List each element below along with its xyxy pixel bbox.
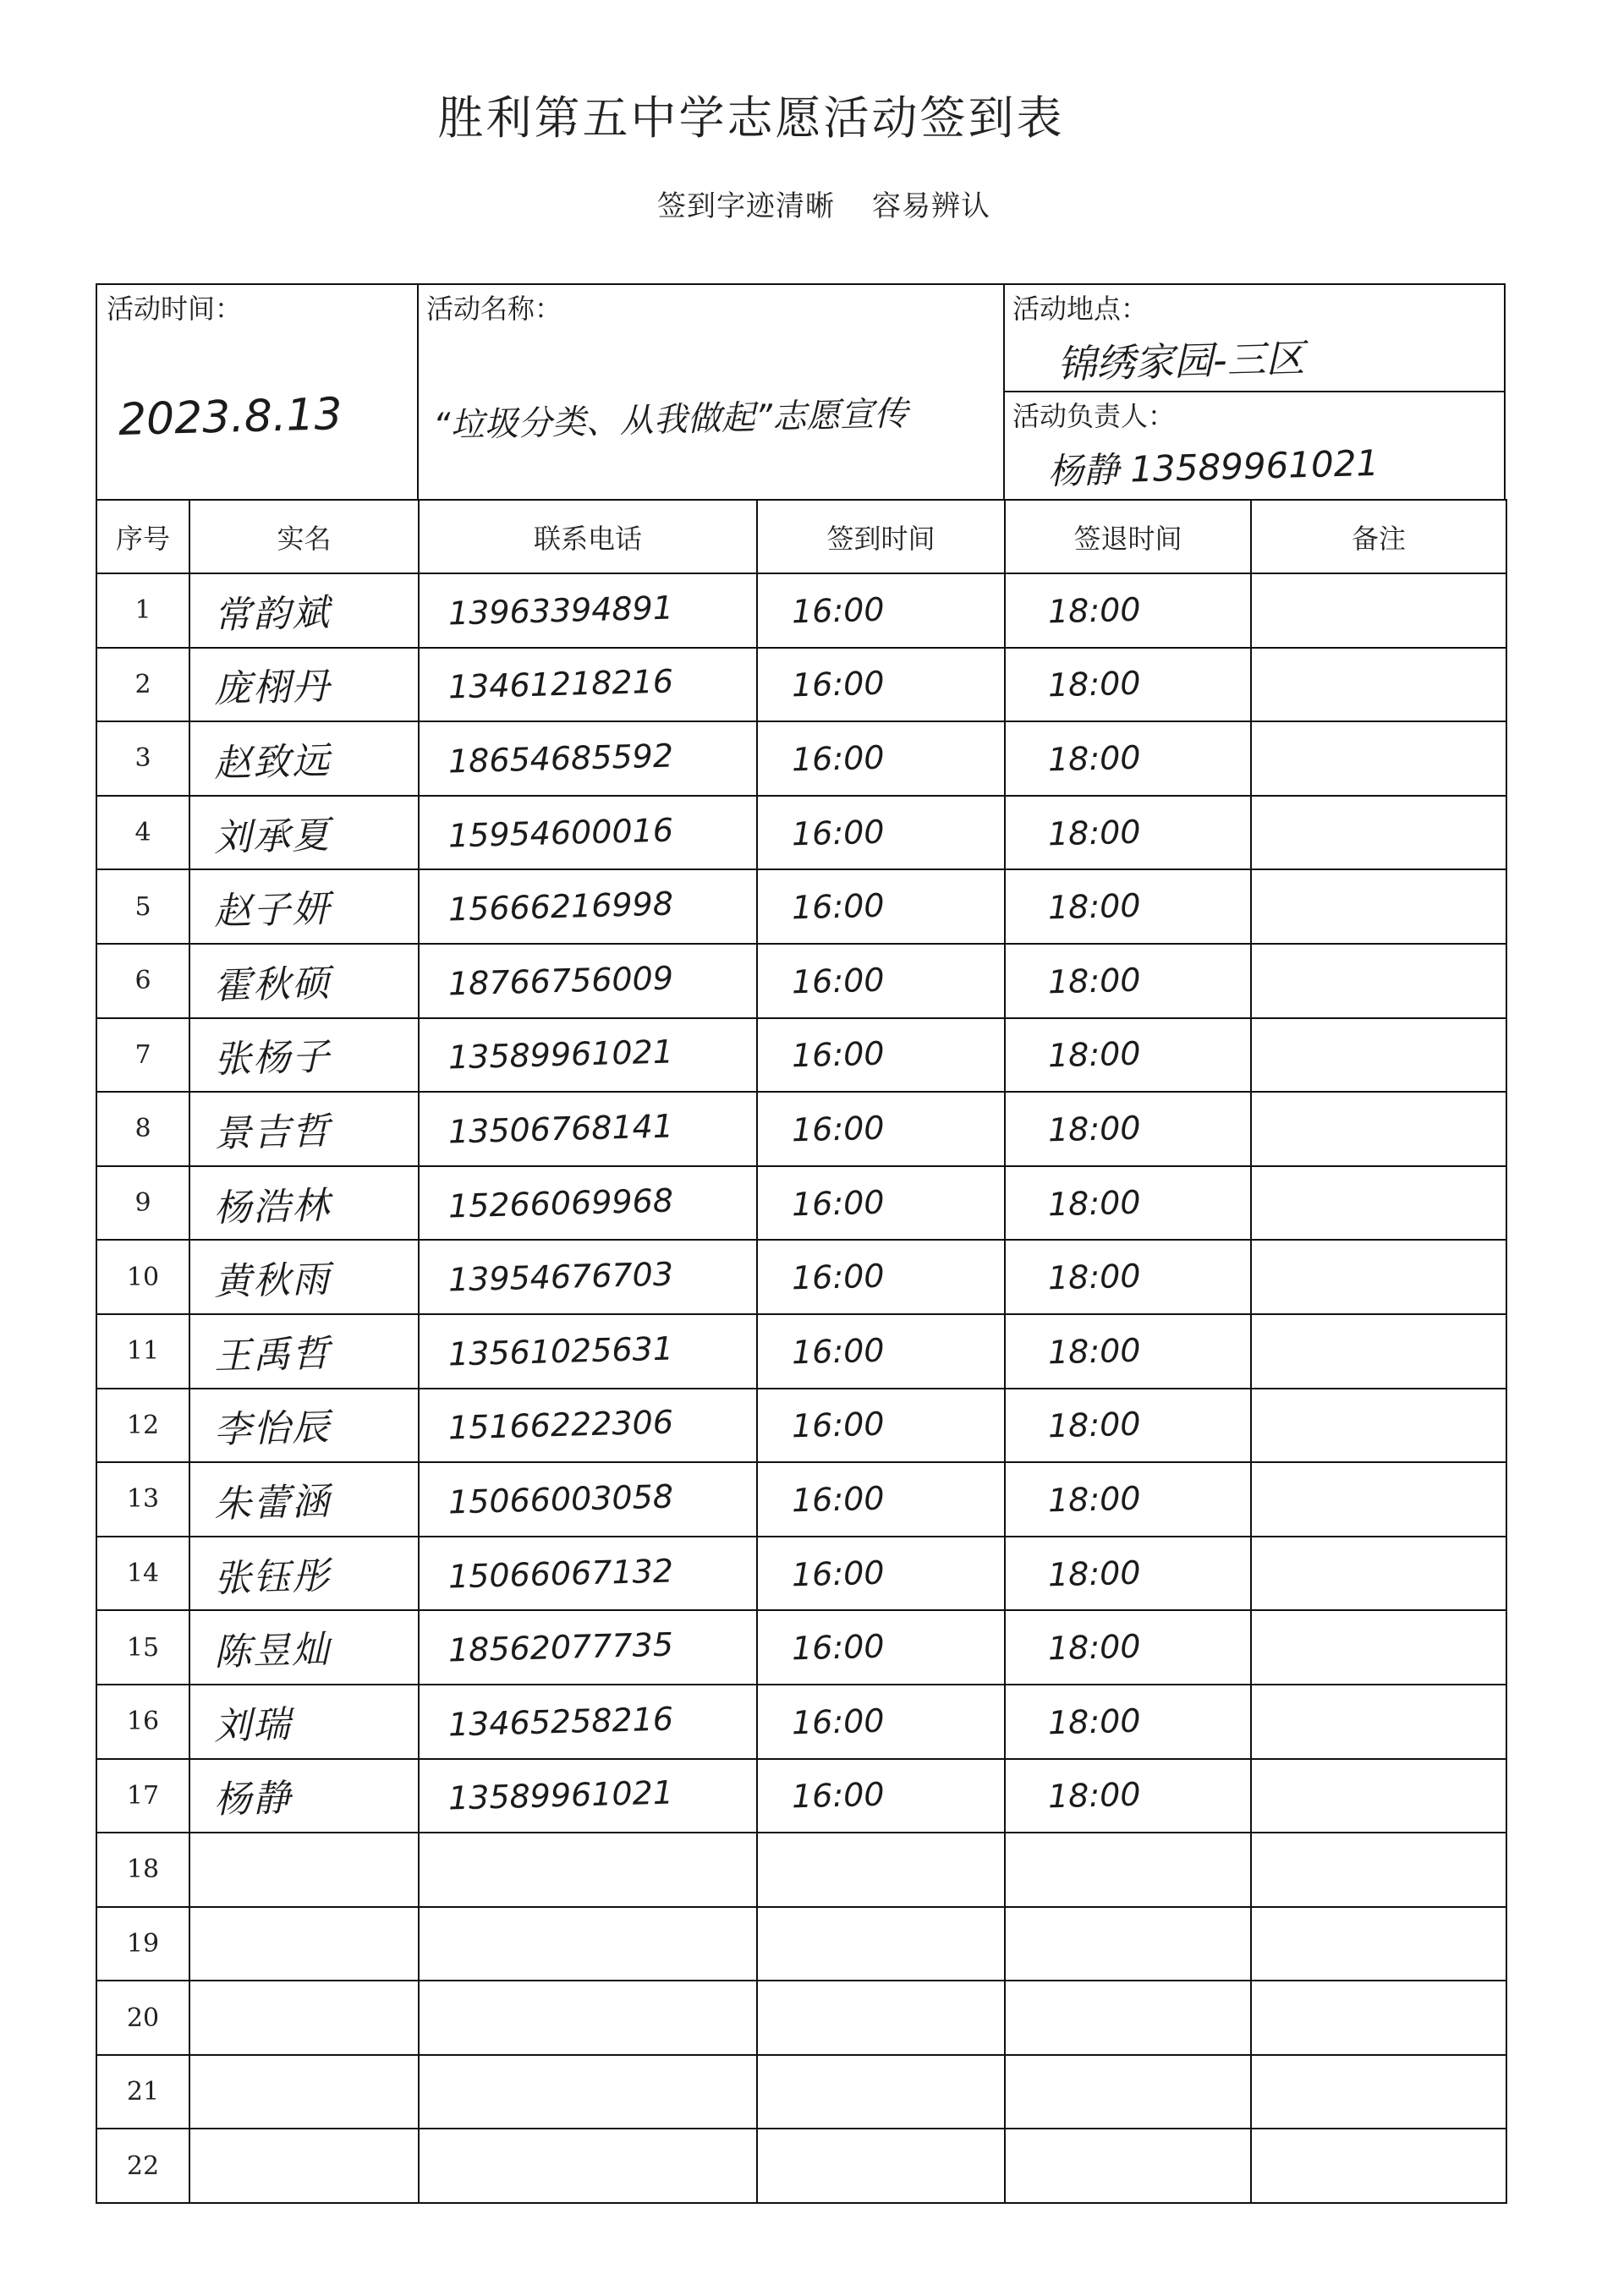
sign-out-time-cell: [1005, 1462, 1251, 1537]
subtitle-left: 签到字迹清晰: [657, 189, 835, 223]
signer-phone: 13461218216: [447, 662, 674, 706]
table-row: [96, 573, 1506, 648]
signer-name: 刘承夏: [213, 813, 332, 860]
signer-name: 常韵斌: [213, 590, 332, 638]
remark-cell: [1251, 721, 1506, 796]
signer-name-cell: [189, 2129, 419, 2203]
sign-in-time-cell: [757, 2129, 1005, 2203]
table-row: [96, 1981, 1506, 2055]
row-number: 9: [134, 1188, 151, 1219]
signer-phone-cell: [419, 2129, 757, 2203]
signer-name-cell: [189, 1240, 419, 1314]
signer-phone-cell: [419, 869, 757, 944]
signer-phone: 13465258216: [447, 1700, 674, 1744]
header-sign-in-time: 签到时间: [757, 500, 1005, 573]
sign-in-time-cell: [757, 648, 1005, 722]
activity-time-field: [118, 391, 343, 450]
row-number-cell: [96, 869, 189, 944]
sign-in-time-cell: [757, 2055, 1005, 2129]
signer-phone-cell: [419, 1166, 757, 1241]
row-number: 10: [126, 1262, 160, 1292]
remark-cell: [1251, 1537, 1506, 1611]
remark-cell: [1251, 573, 1506, 648]
info-divider-1: [417, 283, 419, 500]
sign-in-time: 16:00: [791, 886, 886, 927]
row-number-cell: [96, 1833, 189, 1907]
signer-name: 李怡辰: [213, 1406, 332, 1453]
row-number: 14: [126, 1559, 160, 1589]
signer-phone: 13506768141: [447, 1107, 674, 1151]
sign-in-time: 16:00: [791, 1701, 886, 1742]
remark-cell: [1251, 1759, 1506, 1833]
table-row: [96, 1314, 1506, 1389]
signer-name-cell: [189, 1981, 419, 2055]
table-row: [96, 1833, 1506, 1907]
signer-phone-cell: [419, 1240, 757, 1314]
signer-phone-cell: [419, 2055, 757, 2129]
row-number-cell: [96, 796, 189, 870]
signer-phone: 15166222306: [447, 1403, 674, 1447]
row-number: 6: [134, 966, 151, 996]
row-number-cell: [96, 1462, 189, 1537]
sign-out-time: 18:00: [1047, 1553, 1142, 1593]
row-number-cell: [96, 648, 189, 722]
signer-name: 朱蕾涵: [213, 1480, 332, 1526]
row-number-cell: [96, 1685, 189, 1759]
sign-out-time: 18:00: [1047, 1257, 1142, 1297]
row-number: 3: [134, 743, 151, 774]
signer-name: 王禹哲: [213, 1331, 332, 1378]
signer-name: 景吉哲: [213, 1110, 332, 1156]
sign-out-time: 18:00: [1047, 1627, 1142, 1668]
table-row: [96, 2055, 1506, 2129]
remark-cell: [1251, 1240, 1506, 1314]
sign-out-time-cell: [1005, 1610, 1251, 1685]
signer-phone-cell: [419, 944, 757, 1018]
signer-name: 陈昱灿: [213, 1628, 332, 1674]
sign-out-time-cell: [1005, 1833, 1251, 1907]
sign-in-time: 16:00: [791, 1553, 886, 1593]
remark-cell: [1251, 648, 1506, 722]
row-number-cell: [96, 573, 189, 648]
row-number: 16: [126, 1707, 160, 1737]
sign-out-time-cell: [1005, 1537, 1251, 1611]
row-number: 15: [126, 1632, 160, 1663]
table-row: [96, 1462, 1506, 1537]
signer-name-cell: [189, 1537, 419, 1611]
activity-leader-label: 活动负责人：: [1012, 400, 1176, 432]
activity-name-value: “垃圾分类、从我做起”志愿宣传: [432, 394, 908, 446]
sign-in-time: 16:00: [791, 1405, 886, 1445]
header-number: 序号: [96, 500, 189, 573]
sign-out-time-cell: [1005, 1759, 1251, 1833]
sign-in-time: 16:00: [791, 1479, 886, 1520]
sign-in-time-cell: [757, 1907, 1005, 1981]
row-number-cell: [96, 721, 189, 796]
signer-phone-cell: [419, 1833, 757, 1907]
info-divider-3: [1004, 391, 1506, 392]
remark-cell: [1251, 1166, 1506, 1241]
row-number: 4: [134, 818, 151, 848]
remark-cell: [1251, 1833, 1506, 1907]
row-number-cell: [96, 1759, 189, 1833]
row-number-cell: [96, 1166, 189, 1241]
row-number-cell: [96, 1981, 189, 2055]
sign-out-time: 18:00: [1047, 1701, 1142, 1742]
sign-out-time: 18:00: [1047, 1183, 1142, 1223]
signer-phone-cell: [419, 1610, 757, 1685]
table-row: [96, 721, 1506, 796]
row-number-cell: [96, 1240, 189, 1314]
row-number: 2: [134, 669, 151, 699]
sign-out-time-cell: [1005, 869, 1251, 944]
sign-out-time-cell: [1005, 1166, 1251, 1241]
table-row: [96, 944, 1506, 1018]
sheet-subtitle: [657, 184, 990, 228]
signer-name-cell: [189, 573, 419, 648]
signer-phone: 15066067132: [447, 1552, 674, 1595]
sign-out-time-cell: [1005, 1018, 1251, 1093]
remark-cell: [1251, 1018, 1506, 1093]
signer-name: 张钰彤: [213, 1553, 332, 1601]
signer-name-cell: [189, 944, 419, 1018]
remark-cell: [1251, 1314, 1506, 1389]
table-row: [96, 1092, 1506, 1166]
sign-out-time: 18:00: [1047, 1775, 1142, 1816]
signer-name-cell: [189, 1759, 419, 1833]
signer-name-cell: [189, 869, 419, 944]
sign-in-time-cell: [757, 869, 1005, 944]
sheet-title: 胜利第五中学志愿活动签到表: [437, 91, 1065, 145]
row-number-cell: [96, 2055, 189, 2129]
sign-out-time: 18:00: [1047, 1034, 1142, 1075]
signer-name-cell: [189, 1389, 419, 1463]
signer-phone-cell: [419, 796, 757, 870]
signer-name-cell: [189, 2055, 419, 2129]
activity-leader-value: 杨静 13589961021: [1047, 441, 1380, 492]
signer-name: 黄秋雨: [213, 1258, 332, 1304]
remark-cell: [1251, 1389, 1506, 1463]
table-row: [96, 869, 1506, 944]
remark-cell: [1251, 1981, 1506, 2055]
table-row: [96, 1018, 1506, 1093]
signer-phone-cell: [419, 1685, 757, 1759]
table-row: [96, 1389, 1506, 1463]
sign-in-time-cell: [757, 573, 1005, 648]
sign-out-time-cell: [1005, 1907, 1251, 1981]
subtitle-right: 容易辨认: [872, 189, 990, 223]
table-row: [96, 1907, 1506, 1981]
sign-in-time: 16:00: [791, 664, 886, 704]
signer-name-cell: [189, 1018, 419, 1093]
signer-phone: 15066003058: [447, 1477, 674, 1521]
sign-out-time: 18:00: [1047, 813, 1142, 853]
sign-out-time: 18:00: [1047, 1405, 1142, 1445]
sign-in-time: 16:00: [791, 813, 886, 853]
sign-out-time-cell: [1005, 944, 1251, 1018]
signer-name: 赵子妍: [213, 887, 332, 934]
signer-name: 霍秋硕: [213, 961, 332, 1008]
signer-phone: 13561025631: [447, 1329, 674, 1373]
signer-phone-cell: [419, 1981, 757, 2055]
remark-cell: [1251, 1092, 1506, 1166]
sign-in-time-cell: [757, 1610, 1005, 1685]
row-number: 8: [134, 1114, 151, 1144]
sign-out-time: 18:00: [1047, 664, 1142, 704]
header-sign-out-time: 签退时间: [1005, 500, 1251, 573]
signer-phone: 15266069968: [447, 1181, 674, 1225]
row-number: 7: [134, 1039, 151, 1070]
row-number: 20: [126, 2003, 160, 2033]
row-number: 5: [134, 891, 151, 922]
signer-phone-cell: [419, 721, 757, 796]
sign-in-time-cell: [757, 1166, 1005, 1241]
remark-cell: [1251, 1685, 1506, 1759]
remark-cell: [1251, 1462, 1506, 1537]
sign-out-time-cell: [1005, 573, 1251, 648]
sign-in-time: 16:00: [791, 1775, 886, 1816]
sign-in-time-cell: [757, 796, 1005, 870]
signer-name-cell: [189, 1166, 419, 1241]
row-number: 22: [126, 2151, 160, 2181]
sign-out-time-cell: [1005, 1092, 1251, 1166]
signer-name: 杨静: [213, 1777, 293, 1822]
signer-phone: 18654685592: [447, 737, 674, 781]
signer-name: 杨浩林: [213, 1183, 332, 1230]
row-number: 21: [126, 2077, 160, 2107]
sign-in-time-cell: [757, 1389, 1005, 1463]
sign-in-time: 16:00: [791, 1183, 886, 1223]
signer-name: 刘瑞: [213, 1702, 293, 1748]
signer-name: 张杨子: [213, 1035, 332, 1082]
sign-in-time-cell: [757, 1833, 1005, 1907]
sign-in-time: 16:00: [791, 961, 886, 1001]
sign-in-time: 16:00: [791, 1109, 886, 1149]
row-number-cell: [96, 1610, 189, 1685]
signer-name-cell: [189, 1610, 419, 1685]
signer-phone: 15954600016: [447, 811, 674, 855]
remark-cell: [1251, 1610, 1506, 1685]
table-header: [96, 500, 1506, 573]
sign-out-time: 18:00: [1047, 590, 1142, 631]
activity-time-value: 2023.8.13: [118, 389, 343, 446]
activity-name-label: 活动名称：: [426, 293, 562, 325]
sign-out-time: 18:00: [1047, 1479, 1142, 1520]
signer-name-cell: [189, 648, 419, 722]
header-phone: 联系电话: [419, 500, 757, 573]
signer-phone-cell: [419, 1537, 757, 1611]
signer-phone-cell: [419, 1462, 757, 1537]
sign-in-time: 16:00: [791, 1627, 886, 1668]
row-number-cell: [96, 944, 189, 1018]
sign-in-time: 16:00: [791, 738, 886, 779]
signer-phone-cell: [419, 648, 757, 722]
header-remark: 备注: [1251, 500, 1506, 573]
signer-phone: 13954676703: [447, 1255, 674, 1299]
table-row: [96, 1240, 1506, 1314]
signer-name: 赵致远: [213, 739, 332, 786]
table-row: [96, 796, 1506, 870]
signer-name-cell: [189, 1314, 419, 1389]
row-number-cell: [96, 1537, 189, 1611]
sign-in-time-cell: [757, 1462, 1005, 1537]
row-number: 18: [126, 1855, 160, 1885]
activity-time-label: 活动时间：: [107, 293, 243, 325]
sign-out-time-cell: [1005, 1981, 1251, 2055]
sign-in-time-cell: [757, 1240, 1005, 1314]
table-row: [96, 648, 1506, 722]
table-row: [96, 2129, 1506, 2203]
signer-phone: 18562077735: [447, 1625, 674, 1669]
signer-phone-cell: [419, 1759, 757, 1833]
sign-out-time-cell: [1005, 1389, 1251, 1463]
table-row: [96, 1685, 1506, 1759]
signer-name-cell: [189, 1462, 419, 1537]
signer-phone-cell: [419, 573, 757, 648]
row-number: 17: [126, 1780, 160, 1811]
row-number: 13: [126, 1484, 160, 1515]
signer-name-cell: [189, 1833, 419, 1907]
signer-phone: 13589961021: [447, 1773, 674, 1817]
remark-cell: [1251, 1907, 1506, 1981]
row-number: 1: [134, 595, 151, 626]
sign-in-time-cell: [757, 1092, 1005, 1166]
sign-out-time-cell: [1005, 796, 1251, 870]
activity-place-value: 锦绣家园-三区: [1056, 335, 1306, 387]
sign-out-time-cell: [1005, 1240, 1251, 1314]
remark-cell: [1251, 796, 1506, 870]
signer-phone-cell: [419, 1018, 757, 1093]
sign-in-time-cell: [757, 1981, 1005, 2055]
remark-cell: [1251, 944, 1506, 1018]
table-header-row: [96, 500, 1506, 573]
remark-cell: [1251, 2129, 1506, 2203]
remark-cell: [1251, 2055, 1506, 2129]
sign-in-time-cell: [757, 1018, 1005, 1093]
table-body: [96, 573, 1506, 2203]
signer-name: 庞栩丹: [213, 665, 332, 712]
sign-in-time-cell: [757, 1685, 1005, 1759]
signer-name-cell: [189, 1092, 419, 1166]
sign-out-time-cell: [1005, 1314, 1251, 1389]
sign-out-time: 18:00: [1047, 1331, 1142, 1372]
remark-cell: [1251, 869, 1506, 944]
signer-name-cell: [189, 721, 419, 796]
sign-out-time-cell: [1005, 721, 1251, 796]
signer-phone-cell: [419, 1907, 757, 1981]
row-number: 19: [126, 1928, 160, 1959]
activity-place-label: 活动地点：: [1012, 293, 1149, 325]
activity-leader-field: [1047, 441, 1380, 497]
signer-name-cell: [189, 796, 419, 870]
sign-out-time-cell: [1005, 2055, 1251, 2129]
sign-out-time: 18:00: [1047, 1109, 1142, 1149]
signer-name-cell: [189, 1907, 419, 1981]
sign-in-time-cell: [757, 1759, 1005, 1833]
sign-in-time: 16:00: [791, 1257, 886, 1297]
table-row: [96, 1537, 1506, 1611]
sign-out-time-cell: [1005, 1685, 1251, 1759]
signer-phone: 13963394891: [447, 589, 674, 633]
sign-in-time-cell: [757, 1537, 1005, 1611]
sign-out-time: 18:00: [1047, 738, 1142, 779]
activity-name-field: [432, 394, 908, 452]
sign-out-time-cell: [1005, 2129, 1251, 2203]
row-number-cell: [96, 1907, 189, 1981]
table-row: [96, 1610, 1506, 1685]
signer-name-cell: [189, 1685, 419, 1759]
sign-in-time-cell: [757, 944, 1005, 1018]
signer-phone-cell: [419, 1314, 757, 1389]
row-number-cell: [96, 1018, 189, 1093]
activity-place-field: [1056, 335, 1306, 391]
sign-out-time: 18:00: [1047, 886, 1142, 927]
signer-phone: 18766756009: [447, 959, 674, 1003]
row-number-cell: [96, 1092, 189, 1166]
sign-in-time: 16:00: [791, 1034, 886, 1075]
sign-out-time: 18:00: [1047, 961, 1142, 1001]
row-number-cell: [96, 2129, 189, 2203]
signer-phone: 15666216998: [447, 885, 674, 929]
row-number: 11: [126, 1336, 160, 1367]
sign-out-time-cell: [1005, 648, 1251, 722]
sign-in-table: [96, 499, 1507, 2204]
signer-phone-cell: [419, 1092, 757, 1166]
sign-in-time: 16:00: [791, 1331, 886, 1372]
sign-in-time-cell: [757, 721, 1005, 796]
table-row: [96, 1759, 1506, 1833]
signer-phone: 13589961021: [447, 1033, 674, 1077]
sign-in-time-cell: [757, 1314, 1005, 1389]
row-number: 12: [126, 1410, 160, 1440]
row-number-cell: [96, 1314, 189, 1389]
table-row: [96, 1166, 1506, 1241]
sign-in-time: 16:00: [791, 590, 886, 631]
header-name: 实名: [189, 500, 419, 573]
signer-phone-cell: [419, 1389, 757, 1463]
row-number-cell: [96, 1389, 189, 1463]
